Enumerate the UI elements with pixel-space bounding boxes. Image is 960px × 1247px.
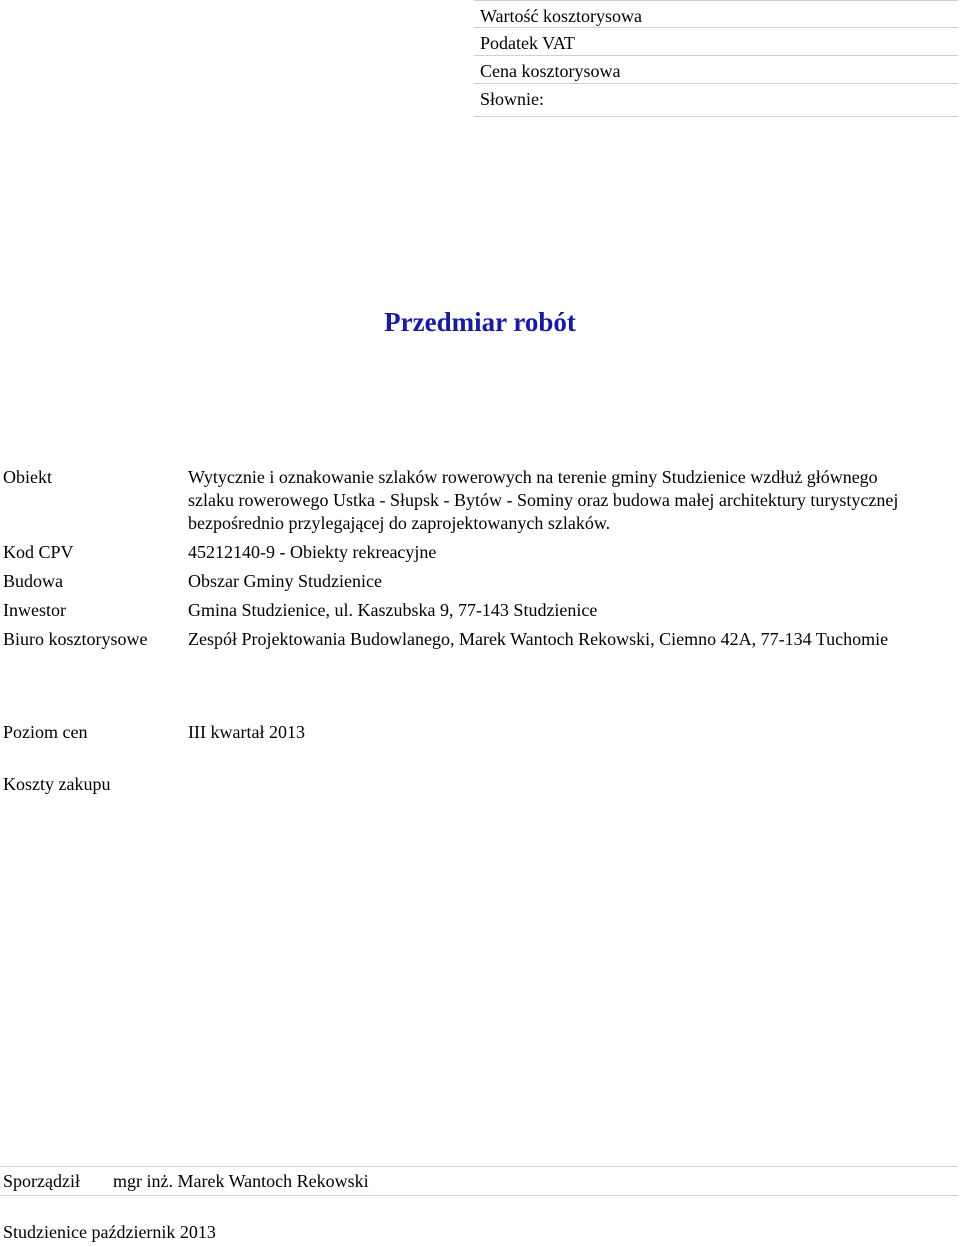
document-title: Przedmiar robót — [384, 307, 576, 337]
office-row — [3, 622, 903, 651]
prepared-by-row — [0, 1166, 958, 1196]
vat-row: Podatek VAT — [474, 28, 958, 56]
cpv-label: Kod CPV — [3, 542, 74, 562]
price-level-value: III kwartał 2013 — [188, 722, 305, 742]
construction-label: Budowa — [3, 571, 63, 591]
object-label: Obiekt — [3, 467, 52, 487]
place-date-footer: Studzienice październik 2013 — [3, 1222, 216, 1242]
office-value: Zespół Projektowania Budowlanego, Marek Wantoch Rekowski, Ciemno 42A, 77-134 Tuchomie — [188, 629, 889, 649]
prepared-by-label: Sporządził — [3, 1171, 80, 1191]
object-value: Wytycznie i oznakowanie szlaków rowerowych na terenie gminy Studzienice wzdłuż głównego szlaku rowerowego Ustka - Słupsk - Bytów - Sominy oraz budowa małej architektury turystycznej bezpośrednio przylegającej do zaprojektowanych szlaków. — [188, 467, 899, 533]
construction-row — [3, 564, 903, 593]
cost-summary-box — [474, 0, 958, 117]
investor-row — [3, 593, 903, 622]
investor-value: Gmina Studzienice, ul. Kaszubska 9, 77-143 Studzienice — [188, 600, 598, 620]
estimated-value-row: Wartość kosztorysowa — [474, 0, 958, 28]
cpv-value: 45212140-9 - Obiekty rekreacyjne — [188, 542, 437, 562]
office-label: Biuro kosztorysowe — [3, 629, 148, 649]
prepared-by-value: mgr inż. Marek Wantoch Rekowski — [113, 1171, 369, 1191]
investor-label: Inwestor — [3, 600, 66, 620]
estimated-price-row: Cena kosztorysowa — [474, 56, 958, 84]
project-info-table — [3, 466, 903, 651]
in-words-row: Słownie: — [474, 84, 958, 117]
cpv-row — [3, 535, 903, 564]
price-level-label: Poziom cen — [3, 722, 88, 742]
object-row — [3, 466, 903, 535]
purchase-costs-label: Koszty zakupu — [3, 774, 111, 794]
construction-value: Obszar Gminy Studzienice — [188, 571, 382, 591]
